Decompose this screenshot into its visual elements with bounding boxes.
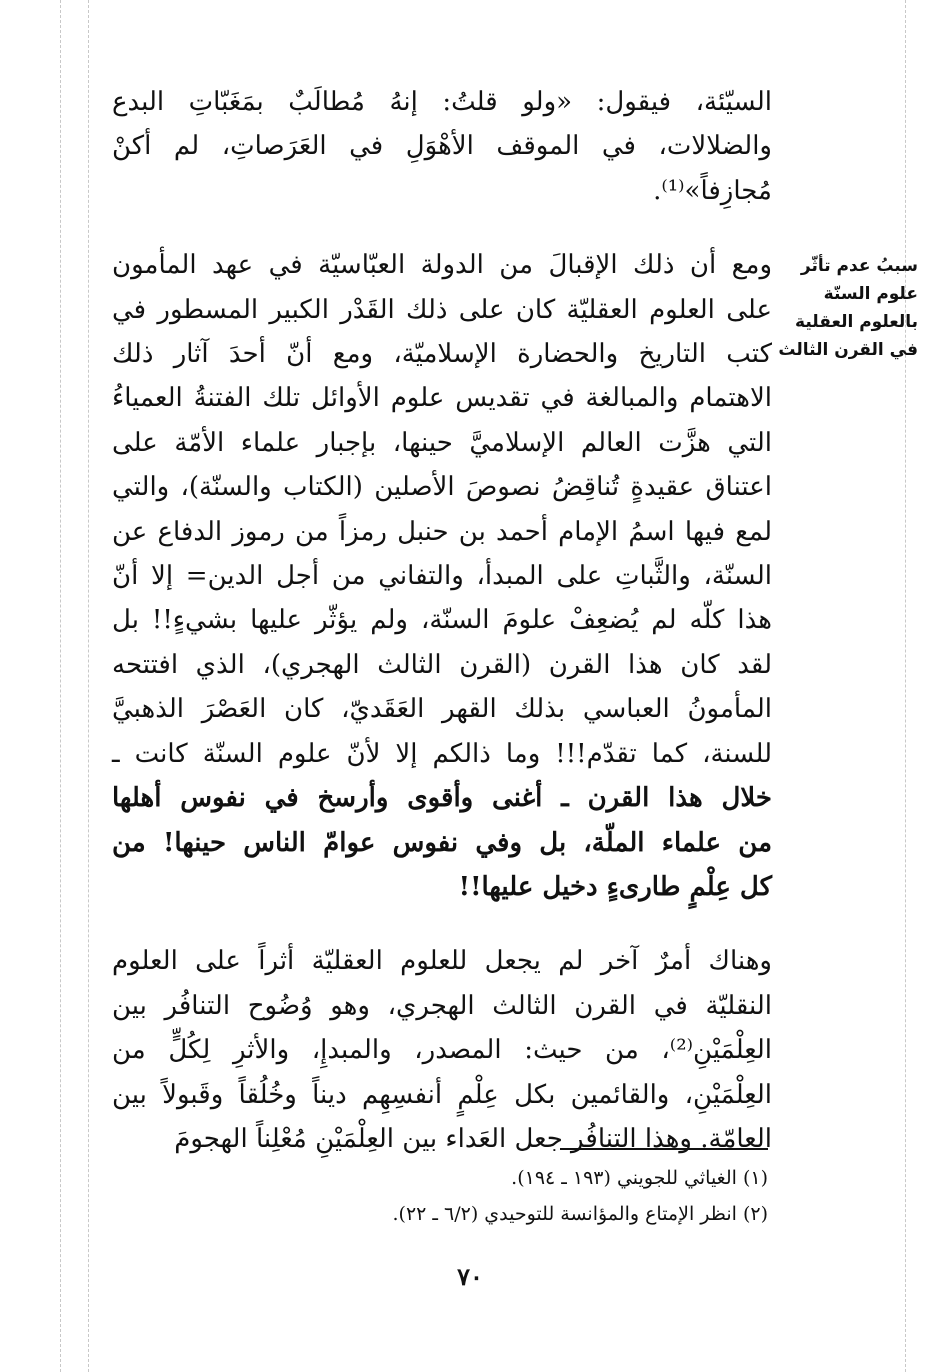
text-line: لقد كان هذا القرن (القرن الثالث الهجري)، الذي افتتحه	[112, 649, 772, 680]
scan-guide-line	[88, 0, 89, 1372]
margin-note-line: بالعلوم العقلية	[795, 312, 918, 332]
text-line: لمع فيها اسمُ الإمام أحمد بن حنبل رمزاً من رموز الدفاع عن	[112, 516, 772, 547]
text-line: على العلوم العقليّة كان على ذلك القَدْر الكبير المسطور في	[112, 294, 772, 325]
margin-note-line: علوم السنّة	[823, 284, 918, 304]
text-line: التي هزَّت العالم الإسلاميَّ حينها، بإجبار علماء الأمّة على	[112, 427, 772, 458]
scan-guide-line	[60, 0, 61, 1372]
margin-note-line: في القرن الثالث	[778, 340, 918, 360]
text-line: السيّئة، فيقول: «ولو قلتُ: إنهُ مُطالَبٌ بمَغَبّاتِ البدع	[112, 87, 772, 117]
paragraph-2	[112, 243, 772, 909]
text-line: المأمونُ العباسي بذلك القهر العَقَديّ، كان العَصْرَ الذهبيَّ	[112, 694, 772, 725]
text-line: ومع أن ذلك الإقبالَ من الدولة العبّاسيّة في عهد المأمون	[112, 250, 772, 281]
text-line-bold: خلال هذا القرن ـ أغنى وأقوى وأرسخ في نفوس أهلها	[112, 783, 772, 814]
scan-guide-line	[905, 0, 906, 1372]
text-line-bold: كل عِلْمٍ طارىءٍ دخيل عليها!!	[458, 871, 772, 902]
text-line: وهناك أمرٌ آخر لم يجعل للعلوم العقليّة أثراً على العلوم	[112, 946, 772, 977]
text-line: مُجازِفاً»⁽¹⁾.	[653, 175, 772, 206]
margin-note	[778, 252, 918, 364]
text-line: العِلْمَيْنِ⁽²⁾، من حيث: المصدر، والمبدإِ، والأثرِ لِكُلٍّ من	[112, 1035, 772, 1066]
page-number: ٧٠	[457, 1262, 483, 1291]
margin-note-line: سببُ عدم تأثّر	[800, 256, 918, 276]
text-line: العامّة. وهذا التنافُر جعل العَداء بين العِلْمَيْنِ مُعْلِناً الهجومَ	[174, 1123, 772, 1154]
footnote-1: (١) الغياثي للجويني (١٩٣ ـ ١٩٤).	[511, 1167, 768, 1189]
text-line: كتب التاريخ والحضارة الإسلاميّة، ومع أنّ أحدَ آثار ذلك	[112, 339, 772, 370]
paragraph-1	[112, 80, 772, 213]
text-line: للسنة، كما تقدّم!!! وما ذالكم إلا لأنّ علوم السنّة كانت ـ	[112, 738, 772, 769]
text-line-bold: من علماء الملّة، بل وفي نفوس عوامّ الناس حينها! من	[112, 827, 772, 858]
paragraph-3	[112, 939, 772, 1161]
footnote-divider	[560, 1148, 768, 1150]
text-line: الاهتمام والمبالغة في تقديس علوم الأوائل تلك الفتنةُ العمياءُ	[112, 383, 772, 414]
footnote-2: (٢) انظر الإمتاع والمؤانسة للتوحيدي (٦/٢ ـ ٢٢).	[392, 1203, 768, 1225]
text-line: والضلالات، في الموقف الأهْوَلِ في العَرَصاتِ، لم أكنْ	[112, 131, 772, 162]
text-line: هذا كلّه لم يُضعِفْ علومَ السنّة، ولم يؤثّر عليها بشيءٍ!! بل	[112, 605, 772, 636]
text-line: السنّة، والثَّباتِ على المبدأ، والتفاني من أجل الدين= إلا أنّ	[112, 561, 772, 592]
text-line: العِلْمَيْنِ، والقائمين بكل عِلْمٍ أنفسِهِم ديناً وخُلُقاً وقَبولاً بين	[112, 1079, 772, 1110]
text-line: النقليّة في القرن الثالث الهجري، وهو وُضُوح التنافُر بين	[112, 990, 772, 1021]
main-text-body	[112, 80, 772, 1161]
text-line: اعتناق عقيدةٍ تُناقِضُ نصوصَ الأصلين (الكتاب والسنّة)، والتي	[112, 472, 772, 503]
footnotes	[200, 1160, 768, 1232]
